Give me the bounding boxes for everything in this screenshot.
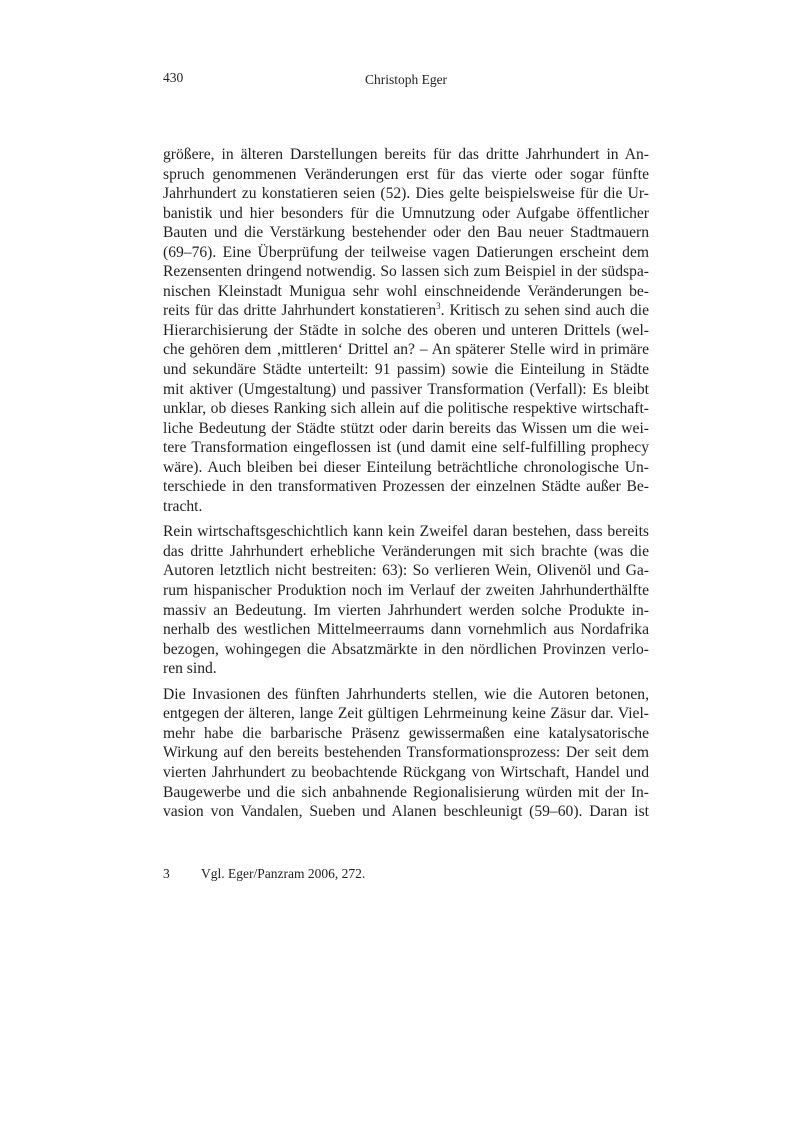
text-line: spruch genommenen Veränderungen erst für das vierte oder sogar fünfte (163, 165, 649, 183)
text-line: wäre). Auch bleiben bei dieser Einteilung beträchtliche chronologische Un- (163, 458, 649, 476)
text-line: mehr habe die barbarische Präsenz gewissermaßen eine katalysatorische (163, 724, 649, 742)
text-line: und sekundäre Städte unterteilt: 91 passim) sowie die Einteilung in Städte (163, 361, 649, 379)
text-line: das dritte Jahrhundert erhebliche Veränderungen mit sich brachte (was die (163, 542, 649, 560)
footnote-reference[interactable]: 3 (436, 301, 441, 312)
text-line: rum hispanischer Produktion noch im Verlauf der zweiten Jahrhunderthälfte (163, 582, 649, 600)
text-line: (69–76). Eine Überprüfung der teilweise vagen Datierungen erscheint dem (163, 243, 649, 261)
text-line: terschiede in den transformativen Prozessen der einzelnen Städte außer Be- (163, 478, 649, 496)
text-line: unklar, ob dieses Ranking sich allein auf die politische respektive wirtschaft- (163, 400, 649, 418)
footnotes (163, 866, 649, 882)
text-line: massiv an Bedeutung. Im vierten Jahrhundert werden solche Produkte in- (163, 601, 649, 619)
text-line: Rein wirtschaftsgeschichtlich kann kein Zweifel daran bestehen, dass bereits (163, 523, 649, 541)
text-line: ren sind. (163, 660, 217, 678)
body-text (163, 145, 649, 828)
text-line: größere, in älteren Darstellungen bereits für das dritte Jahrhundert in An- (163, 146, 649, 163)
paragraph (163, 522, 649, 678)
paragraph (163, 145, 649, 516)
text-line: nerhalb des westlichen Mittelmeerraums dann vornehmlich aus Nordafrika (163, 621, 649, 639)
footnote (163, 866, 649, 882)
text-line: bezogen, wohingegen die Absatzmärkte in den nördlichen Provinzen verlo- (163, 640, 649, 658)
text-line: liche Bedeutung der Städte stützt oder darin bereits das Wissen um die wei- (163, 419, 649, 437)
text-line: vasion von Vandalen, Sueben und Alanen beschleunigt (59–60). Daran ist (163, 803, 649, 821)
text-line: Rezensenten dringend notwendig. So lassen sich zum Beispiel in der südspa- (163, 263, 649, 281)
text-line: banistik und hier besonders für die Umnutzung oder Aufgabe öffentlicher (163, 204, 649, 222)
running-head (163, 70, 649, 90)
text-line: Baugewerbe und die sich anbahnende Regionalisierung würden mit der In- (163, 783, 649, 801)
footnote-number: 3 (163, 866, 170, 881)
text-line: tracht. (163, 497, 203, 515)
text-line: vierten Jahrhundert zu beobachtende Rückgang von Wirtschaft, Handel und (163, 763, 649, 781)
text-line: mit aktiver (Umgestaltung) und passiver Transformation (Verfall): Es bleibt (163, 380, 649, 398)
text-line: nischen Kleinstadt Munigua sehr wohl einschneidende Veränderungen be- (163, 282, 649, 300)
text-line: Autoren letztlich nicht bestreiten: 63): So verlieren Wein, Olivenöl und Ga- (163, 562, 649, 580)
text-line: Bauten und die Verstärkung bestehender oder den Bau neuer Stadtmauern (163, 224, 649, 242)
text-line: che gehören dem ‚mittleren‘ Drittel an? – An späterer Stelle wird in primäre (163, 341, 649, 359)
text-line: Die Invasionen des fünften Jahrhunderts stellen, wie die Autoren betonen, (163, 685, 649, 703)
text-line: Jahrhundert zu konstatieren seien (52). Dies gelte beispielsweise für die Ur- (163, 185, 649, 203)
text-line: reits für das dritte Jahrhundert konstatieren$^3$. Kritisch zu sehen sind auch die (163, 301, 649, 320)
page-number: 430 (163, 70, 184, 85)
text-line: tere Transformation eingeflossen ist (und damit eine self-fulfilling prophecy (163, 439, 649, 457)
paragraph (163, 685, 649, 822)
text-line: Wirkung auf den bereits bestehenden Transformationsprozess: Der seit dem (163, 744, 649, 762)
footnote-text: Vgl. Eger/Panzram 2006, 272. (201, 866, 366, 881)
running-head-author: Christoph Eger (364, 72, 448, 87)
text-line: entgegen der älteren, lange Zeit gültigen Lehrmeinung keine Zäsur dar. Viel- (163, 705, 649, 723)
text-line: Hierarchisierung der Städte in solche des oberen und unteren Drittels (wel- (163, 321, 649, 339)
